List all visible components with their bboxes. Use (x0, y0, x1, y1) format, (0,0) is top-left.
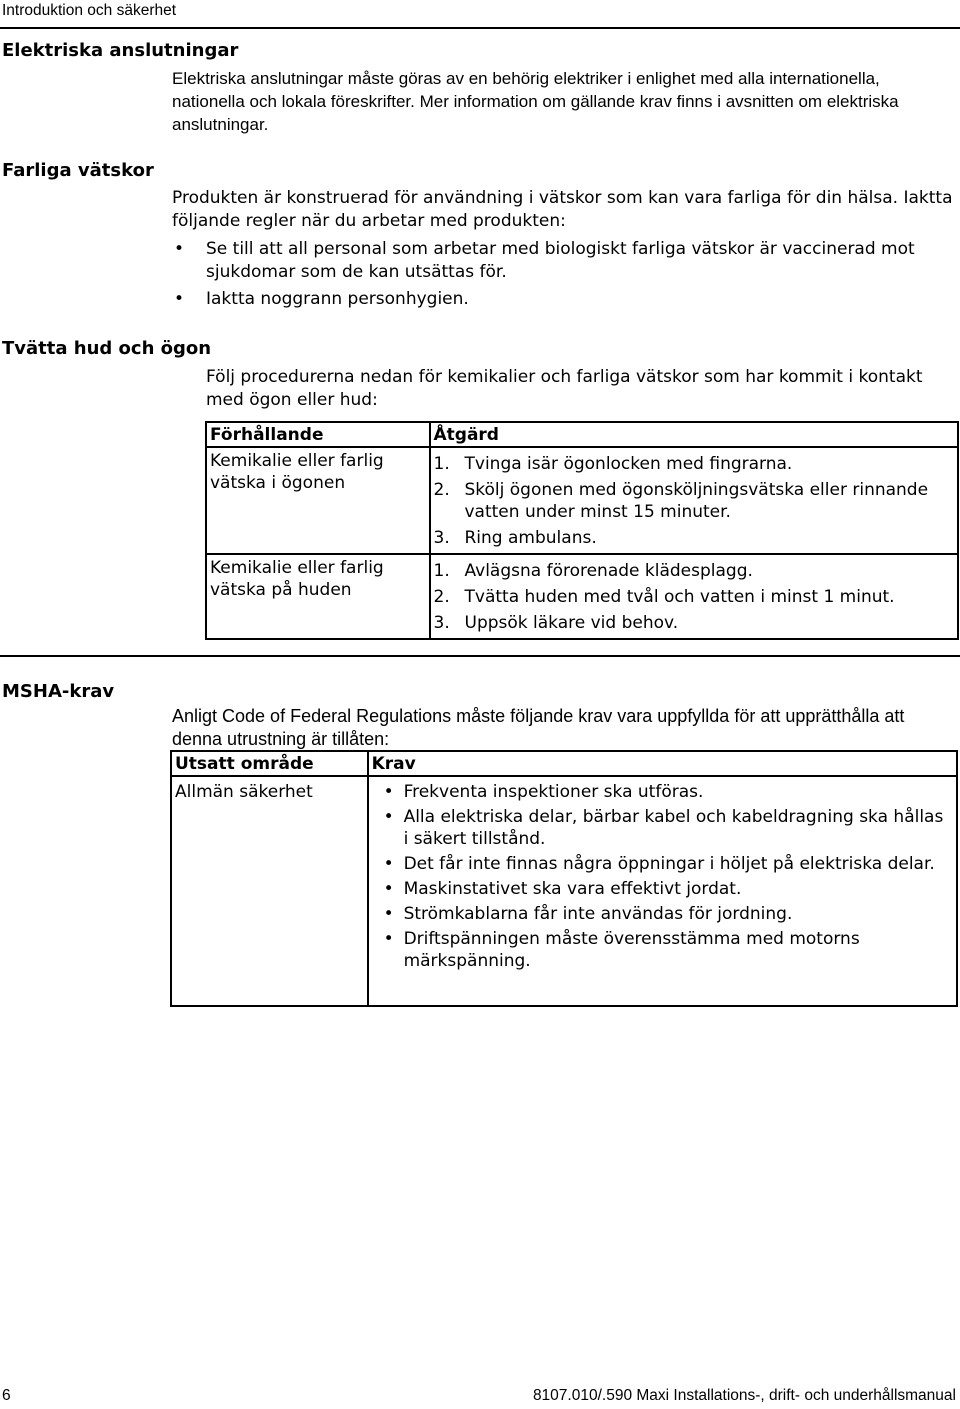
list-item: • Se till att all personal som arbetar med biologiskt farliga vätskor är vaccinerad mot sjukdomar som de kan utsättas för. (174, 238, 958, 284)
wash-paragraph: Följ procedurerna nedan för kemikalier och farliga vätskor som har kommit i kontakt med ögon eller hud: (206, 367, 923, 410)
column-header: Krav (368, 751, 957, 776)
step-number: 3. (433, 528, 450, 548)
list-item (434, 479, 955, 523)
wash-table (205, 421, 959, 640)
column-header: Förhållande (206, 422, 430, 447)
step-text: Ring ambulans. (464, 528, 597, 548)
area-cell: Allmän säkerhet (171, 776, 368, 1006)
list-item: • Alla elektriska delar, bärbar kabel och kabeldragning ska hållas i säkert tillstånd. (372, 806, 953, 850)
list-item (434, 586, 955, 608)
list-item: • Det får inte finnas några öppningar i höljet på elektriska delar. (372, 853, 953, 875)
list-item (434, 527, 955, 549)
list-item: • Iaktta noggrann personhygien. (174, 288, 958, 311)
condition-cell: Kemikalie eller farlig vätska i ögonen (206, 447, 430, 554)
footer-doc-title: 8107.010/.590 Maxi Installations-, drift- och underhållsmanual (532, 1387, 956, 1404)
action-steps (434, 453, 955, 549)
list-item: • Maskinstativet ska vara effektivt jordat. (372, 878, 953, 900)
list-item (434, 612, 955, 634)
table-header-row (171, 751, 957, 776)
step-number: 2. (433, 480, 450, 500)
step-text: Skölj ögonen med ögonsköljningsvätska eller rinnande vatten under minst 15 minuter. (464, 480, 929, 522)
step-number: 1. (433, 561, 450, 581)
table-row (206, 447, 958, 554)
step-number: 1. (433, 454, 450, 474)
hazardous-paragraph: Produkten är konstruerad för användning i vätskor som kan vara farliga för din hälsa. Iaktta följande regler när du arbetar med produkten: (172, 188, 953, 231)
section-heading-hazardous: Farliga vätskor (2, 160, 154, 181)
page-number: 6 (2, 1387, 11, 1404)
step-number: 2. (433, 587, 450, 607)
section-rule (0, 655, 960, 657)
requirements-cell (368, 776, 957, 1006)
column-header: Utsatt område (171, 751, 368, 776)
column-header: Åtgärd (430, 422, 959, 447)
hazardous-bullet-list (174, 238, 958, 315)
table-row (206, 554, 958, 639)
step-text: Avlägsna förorenade klädesplagg. (464, 561, 753, 581)
table-header-row (206, 422, 958, 447)
list-item (434, 453, 955, 475)
list-item: • Strömkablarna får inte användas för jordning. (372, 903, 953, 925)
step-text: Tvinga isär ögonlocken med fingrarna. (464, 454, 793, 474)
msha-paragraph: Anligt Code of Federal Regulations måste följande krav vara uppfyllda för att upprätthålla att denna utrustning är tillåten: (172, 706, 905, 749)
condition-cell: Kemikalie eller farlig vätska på huden (206, 554, 430, 639)
section-heading-msha: MSHA-krav (2, 681, 115, 702)
table-row (171, 776, 957, 1006)
action-steps (434, 560, 955, 634)
msha-table (170, 750, 958, 1007)
step-number: 3. (433, 613, 450, 633)
list-item (434, 560, 955, 582)
requirements-list (372, 781, 953, 972)
action-cell (430, 554, 959, 639)
list-item: • Driftspänningen måste överensstämma med motorns märkspänning. (372, 928, 953, 972)
running-header: Introduktion och säkerhet (2, 2, 177, 19)
step-text: Uppsök läkare vid behov. (464, 613, 679, 633)
header-rule (0, 27, 960, 29)
action-cell (430, 447, 959, 554)
electrical-paragraph: Elektriska anslutningar måste göras av en behörig elektriker i enlighet med alla internationella, nationella och lokala föreskrifter. Mer information om gällande krav finns i avsnitten om elektriska anslutningar. (172, 69, 899, 134)
step-text: Tvätta huden med tvål och vatten i minst 1 minut. (464, 587, 895, 607)
section-heading-wash: Tvätta hud och ögon (2, 338, 212, 359)
section-heading-electrical: Elektriska anslutningar (2, 40, 239, 61)
list-item: • Frekventa inspektioner ska utföras. (372, 781, 953, 803)
